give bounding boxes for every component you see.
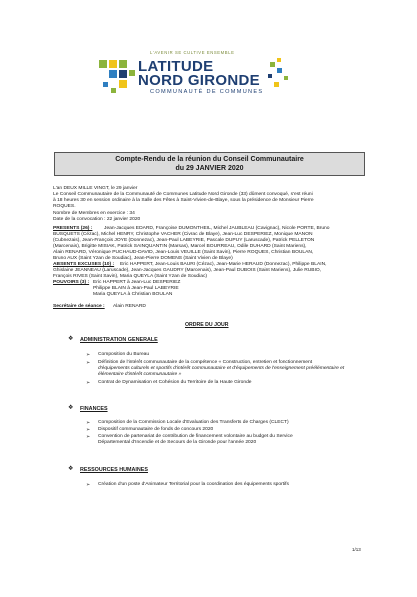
- agenda-item-continued: élémentaire d'intérêt communautaire »: [98, 372, 182, 377]
- agenda-item: Convention de partenariat de contribution de financement volontaire au budget du Service: [98, 434, 293, 439]
- agenda-item-continued: Départemental d'Incendie et de Secours de la Gironde pour l'année 2020: [98, 440, 257, 445]
- logo-tagline: L'AVENIR SE CULTIVE ENSEMBLE: [150, 50, 235, 55]
- excuses-line: François RIVES (Saint Savin), Maria QUEYLA (Saint Yzan de Soudiac): [53, 274, 208, 279]
- presents-line: Alain RENARD, Véronique PUCHAUD-DAVID, Jean-Louis VEUILLE (Saint Savin), Pierre ROQUES, Christian BOULAN,: [53, 250, 314, 255]
- diamond-bullet-icon: ❖: [68, 466, 74, 472]
- logo-mark-icon: [95, 48, 137, 98]
- arrow-bullet-icon: ➢: [86, 420, 91, 426]
- arrow-bullet-icon: ➢: [86, 352, 91, 358]
- diamond-bullet-icon: ❖: [68, 336, 74, 342]
- presents-line: (Marcenais), Brigitte MISIAK, Patrick SAINQUANTIN (Marsas), Marcel BOURREAU, Odile DUHARD (Saint Mariens),: [53, 244, 307, 249]
- pouvoirs-line: Maria QUEYLA à Christian BOULAN: [93, 292, 173, 297]
- arrow-bullet-icon: ➢: [86, 434, 91, 440]
- arrow-bullet-icon: ➢: [86, 380, 91, 386]
- arrow-bullet-icon: ➢: [86, 360, 91, 366]
- agenda-item: Dispositif communautaire de fonds de concours 2020: [98, 427, 214, 432]
- agenda-item: Contrat de Dynamisation et Cohésion du Territoire de la Haute Gironde: [98, 380, 252, 385]
- intro-line: L'an DEUX MILLE VINGT, le 29 janvier: [53, 186, 138, 191]
- section-heading: ADMINISTRATION GENERALE: [80, 337, 158, 343]
- pouvoirs-label: POUVOIRS (3) :: [53, 280, 90, 285]
- presents-line: Bruno AUX (Saint Yzan de Soudiac), Jean-Pierre DOMENS (Saint Vivien de Blaye): [53, 256, 233, 261]
- arrow-bullet-icon: ➢: [86, 427, 91, 433]
- pouvoirs-line: Philippe BLAIN à Jean-Paul LABEYRIE: [93, 286, 179, 291]
- pouvoirs-line: Eric HAPPERT à Jean-Luc DESPERIEZ: [93, 280, 181, 285]
- presents-label: PRESENTS (26) :: [53, 226, 93, 231]
- logo-dots-decoration: [268, 58, 298, 92]
- intro-line: à 18 heures 30 en session ordinaire à la Salle des Fêtes à Saint-Vivien-de-Blaye, sous la présidence de Monsieur Pierre: [53, 198, 314, 203]
- section-heading: FINANCES: [80, 406, 108, 412]
- intro-line: Le Conseil Communautaire de la Communauté de Communes Latitude Nord Gironde (33) dûment convoqué, s'est réuni: [53, 192, 313, 197]
- intro-line: Date de la convocation : 22 janvier 2020: [53, 217, 141, 222]
- agenda-item: Composition du Bureau: [98, 352, 150, 357]
- document-title-line2: du 29 JANVIER 2020: [175, 165, 244, 172]
- secretaire-value: Alain RENARD: [113, 304, 146, 309]
- presents-line: (Cubnezais), Jean-François JOYE (Donnezac), Jean-Paul LABEYRIE, Pascale DUPUY (Laruscade), Patrick PELLETON: [53, 238, 315, 243]
- presents-line: Jean-Jacques EDARD, Françoise DUMONTHEIL, Michel JAUBLEAU (Cavignac), Nicole PORTE, Bruno: [104, 226, 330, 231]
- section-heading: RESSOURCES HUMAINES: [80, 467, 148, 473]
- secretaire-label: Secrétaire de séance :: [53, 304, 105, 309]
- excuses-label: ABSENTS EXCUSES (10) :: [53, 262, 115, 267]
- arrow-bullet-icon: ➢: [86, 482, 91, 488]
- agenda-item: Création d'un poste d'Animateur Territorial pour la coordination des équipements sportifs: [98, 482, 289, 487]
- logo-name-line2: NORD GIRONDE: [138, 72, 260, 89]
- ordre-du-jour-heading: ORDRE DU JOUR: [185, 322, 229, 328]
- excuses-line: Ghislaine JEANNEAU (Laruscade), Jean-Jacques GAUDRY (Marcenais), Jean-Paul DUBOIS (Saint Mariens), Julie RUBIO,: [53, 268, 322, 273]
- logo-name-line1: LATITUDE: [138, 58, 214, 75]
- intro-line: ROQUES.: [53, 204, 76, 209]
- document-title-line1: Compte-Rendu de la réunion du Conseil Communautaire: [115, 156, 304, 163]
- agenda-item: Composition de la Commission Locale d'Evaluation des Transferts de Charges (CLECT): [98, 420, 289, 425]
- presents-line: BUSQUETS (Cézac), Michel HENRY, Christophe VACHER (Civrac de Blaye), Jean-Luc DESPERIEZ, Monique MANON: [53, 232, 313, 237]
- document-title-box: [54, 152, 365, 176]
- logo-subtitle: COMMUNAUTÉ DE COMMUNES: [150, 89, 264, 95]
- intro-line: Nombre de Membres en exercice : 34: [53, 211, 135, 216]
- agenda-item-continued: d'équipements culturels et sportifs d'intérêt communautaire et d'équipements de l'enseignement préélémentaire et: [98, 366, 345, 371]
- agenda-item: Définition de l'intérêt communautaire de la compétence « Construction, entretien et fonctionnement: [98, 360, 313, 365]
- excuses-line: Eric HAPPERT, Jean-Louis BAURI (Cézac), Jean-Marie HERAUD (Donnezac), Philippe BLAIN,: [120, 262, 327, 267]
- page-number: 1/13: [352, 547, 361, 552]
- diamond-bullet-icon: ❖: [68, 405, 74, 411]
